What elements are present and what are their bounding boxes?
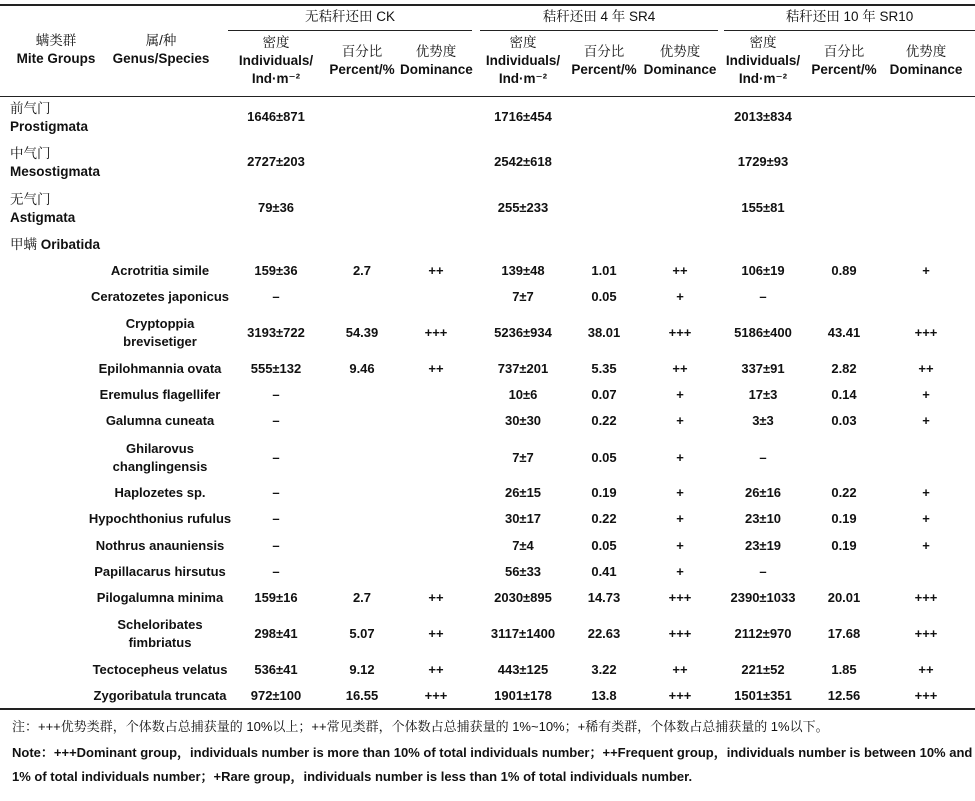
species-dominance-sr4: ++ [672,263,688,278]
col-header-species [106,32,216,68]
group-density-sr4: 1716±454 [494,109,552,124]
subheader-dominance-sr10 [886,43,966,79]
subheader-dominance-zh: 优势度 [659,44,701,59]
subheader-density-sr4 [480,34,566,88]
col-header-group-zh: 螨类群 [35,33,77,48]
subheader-percent-en: Percent/% [811,62,877,77]
species-percent-sr4: 0.07 [591,387,617,402]
species-percent-sr10: 0.03 [831,413,857,428]
table-row-species-name [70,360,250,378]
species-density-sr4: 737±201 [497,361,549,376]
species-name-line: Tectocepheus velatus [92,662,228,677]
species-percent-sr4: 0.05 [591,289,617,304]
species-dominance-sr10: ++ [918,361,934,376]
species-percent-sr4: 38.01 [587,325,621,340]
species-dominance-sr10: +++ [914,626,938,641]
species-percent-ck: 9.46 [349,361,375,376]
species-density-sr4: 30±30 [504,413,542,428]
species-percent-sr4: 5.35 [591,361,617,376]
species-name-line: Epilohmannia ovata [98,361,222,376]
subheader-dominance-sr4 [642,43,718,79]
group-density-sr10: 1729±93 [737,154,789,169]
treatment-underline-sr4 [480,30,718,31]
species-dominance-sr4: +++ [668,626,692,641]
species-dominance-sr10: + [922,538,930,553]
species-density-sr4: 10±6 [508,387,538,402]
subheader-percent-en: Percent/% [571,62,637,77]
species-density-ck: 159±36 [254,263,298,278]
subheader-percent-zh: 百分比 [583,44,625,59]
species-dominance-ck: ++ [428,590,444,605]
species-dominance-sr4: + [676,450,684,465]
species-percent-sr4: 13.8 [591,688,617,703]
species-density-sr4: 56±33 [504,564,542,579]
subheader-density-unit: Ind·m⁻² [498,71,548,86]
note-en-line1: Note：+++Dominant group，individuals number is more than 10% of total individuals number；++Frequent group，individuals number is between 10% and [12,745,973,760]
species-percent-sr10: 0.14 [831,387,857,402]
oribatida-label [10,236,100,254]
table-row-species-name [70,687,250,705]
subheader-density-en: Individuals/ [725,53,801,68]
species-name-line: Papillacarus hirsutus [94,564,226,579]
species-dominance-ck: +++ [424,688,448,703]
species-density-ck: – [272,485,280,500]
species-dominance-sr4: + [676,564,684,579]
table-row-species-name [70,262,250,280]
species-percent-sr10: 0.22 [831,485,857,500]
top-rule [0,4,975,6]
species-percent-sr10: 2.82 [831,361,857,376]
header-bottom-rule [0,96,975,97]
subheader-dominance-zh: 优势度 [905,44,947,59]
species-dominance-sr4: + [676,387,684,402]
table-row-species-name [70,440,250,476]
species-percent-sr10: 17.68 [827,626,861,641]
species-density-ck: 298±41 [254,626,298,641]
species-dominance-sr4: +++ [668,688,692,703]
group-label [10,100,88,136]
species-dominance-sr4: + [676,289,684,304]
species-density-sr10: 17±3 [748,387,778,402]
table-bottom-rule [0,708,975,710]
species-percent-sr10: 0.89 [831,263,857,278]
species-percent-ck: 2.7 [352,590,372,605]
species-density-sr4: 443±125 [497,662,549,677]
subheader-density-en: Individuals/ [238,53,314,68]
group-density-ck: 1646±871 [247,109,305,124]
species-dominance-sr10: + [922,511,930,526]
col-header-species-en: Genus/Species [112,51,210,66]
species-dominance-sr4: +++ [668,325,692,340]
species-density-sr10: 106±19 [741,263,785,278]
species-percent-sr10: 43.41 [827,325,861,340]
treatment-underline-sr10 [724,30,975,31]
note-zh: 注：+++优势类群，个体数占总捕获量的 10%以上；++常见类群，个体数占总捕获量的 1%~10%；+稀有类群，个体数占总捕获量的 1%以下。 [12,719,829,734]
species-dominance-sr10: +++ [914,688,938,703]
species-density-sr10: 337±91 [741,361,785,376]
species-dominance-ck: ++ [428,662,444,677]
subheader-density-en: Individuals/ [485,53,561,68]
species-name-line: Ghilarovus [126,441,194,456]
species-density-sr4: 30±17 [504,511,542,526]
species-name-line: Eremulus flagellifer [99,387,221,402]
species-name-line: fimbriatus [128,635,192,650]
species-percent-sr4: 0.05 [591,450,617,465]
species-dominance-sr4: + [676,511,684,526]
table-row-species-name [70,484,250,502]
group-label [10,145,100,181]
species-density-sr10: 2112±970 [734,626,792,641]
species-name-line: Galumna cuneata [105,413,215,428]
species-density-ck: – [272,450,280,465]
species-dominance-sr10: +++ [914,590,938,605]
species-percent-ck: 54.39 [345,325,379,340]
oribatida-label-zh: 甲螨 [10,237,37,252]
group-density-ck: 2727±203 [247,154,305,169]
species-density-ck: 3193±722 [247,325,305,340]
species-density-ck: – [272,387,280,402]
species-percent-sr4: 0.41 [591,564,617,579]
species-dominance-sr10: + [922,263,930,278]
group-label [10,191,75,227]
species-name-line: Cryptoppia [125,316,195,331]
species-name-line: Hypochthonius rufulus [88,511,232,526]
subheader-percent-sr4 [566,43,642,79]
species-dominance-sr10: ++ [918,662,934,677]
subheader-density-zh: 密度 [262,35,290,50]
species-density-sr4: 3117±1400 [490,626,556,641]
subheader-dominance-zh: 优势度 [415,44,457,59]
species-density-ck: 536±41 [254,662,298,677]
table-row-species-name [70,288,250,306]
species-density-sr10: – [759,450,767,465]
species-density-sr4: 7±4 [512,538,534,553]
species-dominance-sr10: + [922,413,930,428]
species-percent-sr4: 0.22 [591,511,617,526]
group-label-en: Mesostigmata [10,164,101,179]
species-density-sr10: 1501±351 [734,688,792,703]
species-name-line: Haplozetes sp. [114,485,206,500]
group-density-sr10: 155±81 [741,200,785,215]
group-label-zh: 无气门 [10,192,51,207]
treatment-underline-ck [228,30,472,31]
group-density-sr4: 255±233 [497,200,549,215]
species-dominance-sr10: + [922,485,930,500]
species-density-sr4: 2030±895 [494,590,552,605]
species-percent-sr4: 14.73 [587,590,621,605]
species-percent-ck: 16.55 [345,688,379,703]
species-dominance-ck: ++ [428,361,444,376]
table-row-species-name [70,510,250,528]
species-density-ck: – [272,538,280,553]
species-name-line: changlingensis [112,459,208,474]
species-density-ck: 159±16 [254,590,298,605]
table-row-species-name [70,661,250,679]
species-percent-sr4: 3.22 [591,662,617,677]
species-percent-sr4: 0.05 [591,538,617,553]
species-percent-sr10: 0.19 [831,538,857,553]
subheader-percent-ck [324,43,400,79]
species-percent-sr10: 0.19 [831,511,857,526]
species-dominance-ck: ++ [428,626,444,641]
group-density-ck: 79±36 [257,200,295,215]
species-dominance-sr4: ++ [672,361,688,376]
species-percent-sr4: 22.63 [587,626,621,641]
table-row-species-name [70,589,250,607]
species-density-sr4: 5236±934 [494,325,552,340]
species-name-line: Acrotritia simile [110,263,210,278]
group-density-sr10: 2013±834 [734,109,792,124]
species-name-line: Ceratozetes japonicus [91,289,229,304]
species-density-sr10: 2390±1033 [730,590,796,605]
species-dominance-sr4: +++ [668,590,692,605]
subheader-density-zh: 密度 [509,35,537,50]
species-density-sr10: – [759,564,767,579]
oribatida-label-en: Oribatida [40,237,101,252]
species-density-ck: – [272,289,280,304]
species-percent-sr10: 1.85 [831,662,857,677]
subheader-density-unit: Ind·m⁻² [251,71,301,86]
species-density-sr4: 7±7 [512,289,534,304]
subheader-dominance-en: Dominance [643,62,717,77]
table-row-species-name [70,386,250,404]
group-density-sr4: 2542±618 [494,154,552,169]
subheader-dominance-ck [400,43,472,79]
species-dominance-ck: ++ [428,263,444,278]
species-percent-sr10: 12.56 [827,688,861,703]
species-name-line: Zygoribatula truncata [93,688,227,703]
species-density-sr10: 26±16 [744,485,782,500]
group-label-en: Astigmata [10,210,76,225]
species-percent-sr10: 20.01 [827,590,861,605]
treatment-title-sr4: 秸秆还田 4 年 SR4 [542,9,656,24]
species-density-sr10: 5186±400 [734,325,792,340]
species-density-sr10: 221±52 [741,662,785,677]
table-row-species-name [70,563,250,581]
species-percent-ck: 9.12 [349,662,375,677]
species-density-sr4: 7±7 [512,450,534,465]
group-label-en: Prostigmata [10,119,89,134]
species-dominance-sr4: + [676,485,684,500]
species-dominance-sr4: ++ [672,662,688,677]
species-name-line: Pilogalumna minima [96,590,224,605]
species-density-ck: – [272,564,280,579]
species-percent-ck: 5.07 [349,626,375,641]
treatment-title-sr10: 秸秆还田 10 年 SR10 [785,9,914,24]
subheader-percent-sr10 [802,43,886,79]
subheader-percent-zh: 百分比 [341,44,383,59]
col-header-species-zh: 属/种 [145,33,177,48]
species-density-sr4: 139±48 [501,263,545,278]
species-percent-sr4: 0.19 [591,485,617,500]
species-density-ck: – [272,413,280,428]
table-row-species-name [70,315,250,351]
species-name-line: brevisetiger [123,334,197,349]
group-label-zh: 中气门 [10,146,51,161]
table-row-species-name [70,412,250,430]
species-density-ck: 972±100 [250,688,302,703]
species-density-sr10: 23±10 [744,511,782,526]
col-header-group [6,32,106,68]
subheader-dominance-en: Dominance [400,62,473,77]
subheader-dominance-en: Dominance [889,62,963,77]
subheader-percent-en: Percent/% [329,62,395,77]
species-percent-ck: 2.7 [352,263,372,278]
species-dominance-sr10: +++ [914,325,938,340]
species-density-sr10: 23±19 [744,538,782,553]
species-dominance-sr10: + [922,387,930,402]
subheader-density-sr10 [724,34,802,88]
species-density-sr10: 3±3 [752,413,774,428]
table-row-species-name [70,537,250,555]
group-label-zh: 前气门 [10,101,51,116]
species-density-ck: 555±132 [250,361,302,376]
species-density-sr4: 1901±178 [494,688,552,703]
table-row-species-name [70,616,250,652]
subheader-density-ck [228,34,324,88]
species-percent-sr4: 0.22 [591,413,617,428]
species-density-sr4: 26±15 [504,485,542,500]
treatment-title-ck: 无秸秆还田 CK [304,9,395,24]
subheader-density-unit: Ind·m⁻² [738,71,788,86]
species-name-line: Nothrus anauniensis [95,538,225,553]
species-density-ck: – [272,511,280,526]
species-dominance-sr4: + [676,538,684,553]
col-header-group-en: Mite Groups [16,51,96,66]
species-dominance-ck: +++ [424,325,448,340]
species-dominance-sr4: + [676,413,684,428]
species-name-line: Scheloribates [117,617,203,632]
species-density-sr10: – [759,289,767,304]
subheader-density-zh: 密度 [749,35,777,50]
note-en-line2: 1% of total individuals number；+Rare group，individuals number is less than 1% of total individuals number. [12,769,693,784]
subheader-percent-zh: 百分比 [823,44,865,59]
species-percent-sr4: 1.01 [591,263,617,278]
